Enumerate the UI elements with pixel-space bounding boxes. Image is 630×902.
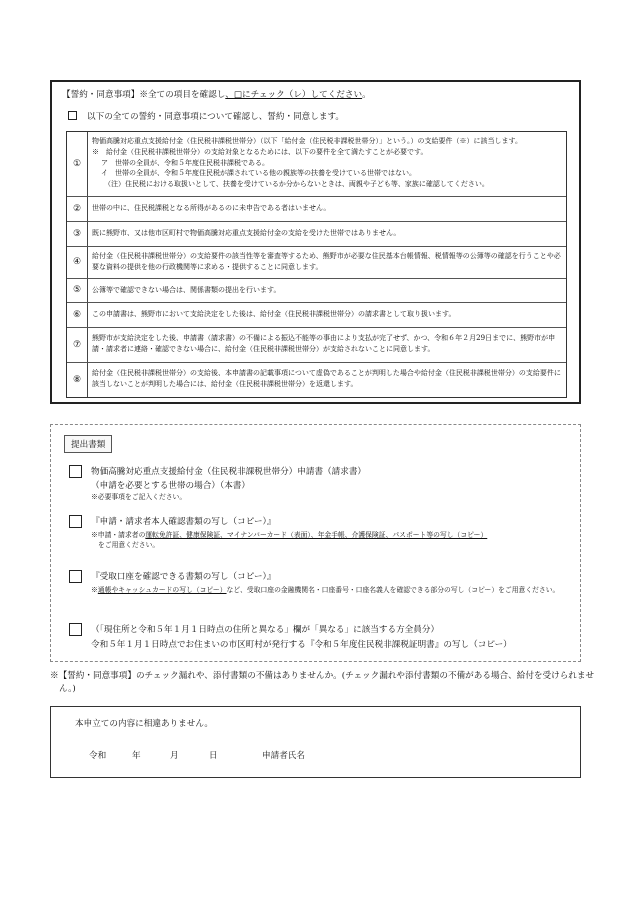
documents-label: 提出書類 bbox=[64, 435, 112, 453]
pledge-item-number: ② bbox=[72, 203, 82, 214]
document-title: 『受取口座を確認できる書類の写し（コピー）』 bbox=[91, 572, 276, 582]
date-month-label: 月 bbox=[170, 751, 179, 761]
date-era-label: 令和 bbox=[89, 751, 107, 761]
date-year-label: 年 bbox=[132, 751, 141, 761]
pledge-item-2: ② 世帯の中に、住民税課税となる所得があるのに未申告である者はいません。 bbox=[67, 196, 566, 222]
document-checkbox-4[interactable] bbox=[69, 623, 82, 636]
pledge-header: 【誓約・同意事項】※全ての項目を確認し、□にチェック（レ）してください。 bbox=[62, 90, 371, 100]
pledge-item-number: ⑥ bbox=[72, 309, 82, 320]
pledge-item-4: ④ 給付金（住民税非課税世帯分）の支給要件の該当性等を審査等するため、熊野市が必要な住民基本台帳情報、税情報等の公簿等の確認を行うことや必要な資料の提供を他の行政機関等に求める・提供することに同意します。 bbox=[67, 246, 566, 279]
document-note: ※必要事項をご記入ください。 bbox=[91, 493, 187, 501]
pledge-item-3: ③ 既に熊野市、又は他市区町村で物価高騰対応重点支援給付金の支給を受けた世帯ではありません。 bbox=[67, 221, 566, 247]
pledge-item-number: ⑦ bbox=[72, 339, 82, 350]
pledge-item-number: ③ bbox=[72, 228, 82, 239]
pledge-item-8: ⑧ 給付金（住民税非課税世帯分）の支給後、本申請書の記載事項について虚偽であることが判明した場合や給付金（住民税非課税世帯分）の支給要件に該当しないことが判明した場合には、給付金（住民税非課税世帯分）を返還します。 bbox=[67, 362, 566, 397]
document-checkbox-2[interactable] bbox=[69, 515, 82, 528]
pledge-item-number: ④ bbox=[72, 257, 82, 267]
document-checkbox-3[interactable] bbox=[69, 570, 82, 583]
declaration-text: 本申立ての内容に相違ありません。 bbox=[75, 719, 214, 729]
document-title: 物価高騰対応重点支援給付金（住民税非課税世帯分）申請書（請求書） bbox=[91, 467, 367, 477]
declaration-section bbox=[50, 706, 581, 778]
pledge-item-7: ⑦ 熊野市が支給決定をした後、申請書（請求書）の不備による振込不能等の事由により支払が完了せず、かつ、令和６年２月29日までに、熊野市が申請・請求者に連絡・確認できない場合に、給付金（住民税非課税世帯分）が支給されないことに同意します。 bbox=[67, 327, 566, 363]
document-note: ※通帳やキャッシュカードの写し（コピー）など、受取口座の金融機関名・口座番号・口座名義人を確認できる部分の写し（コピー）をご用意ください。 bbox=[91, 586, 560, 594]
pledge-item-1: ① 物価高騰対応重点支援給付金（住民税非課税世帯分）（以下「給付金（住民税非課税世帯分）」という。）の支給要件（※）に該当します。 ※ 給付金（住民税非課税世帯分）の支給対象となるためには、以下の要件を全て満たすことが必要です。 ア 世帯の全員が、令和５年度住民税非課税である。 イ 世帯の全員が、令和５年度住民税が課されている他の親族等の扶養を受けている世帯ではない。 （注）住民税における取扱いとして、扶養を受けているか分からないときは、両親や子ども等、家族に確認してください。 bbox=[67, 132, 566, 197]
pledge-item-5: ⑤ 公簿等で確認できない場合は、関係書類の提出を行います。 bbox=[67, 278, 566, 303]
document-title: 『申請・請求者本人確認書類の写し（コピー）』 bbox=[91, 517, 276, 527]
documents-section bbox=[50, 424, 581, 662]
agree-all-label: 以下の全ての誓約・同意事項について確認し、誓約・同意します。 bbox=[87, 112, 344, 122]
date-day-label: 日 bbox=[209, 751, 218, 761]
checklist-footnote: ※【誓約・同意事項】のチェック漏れや、添付書類の不備はありませんか。(チェック漏れや添付書類の不備がある場合、給付を受けられません。) bbox=[50, 671, 595, 694]
pledge-item-number: ① bbox=[72, 159, 82, 169]
pledge-item-number: ⑤ bbox=[72, 285, 82, 295]
agree-all-row bbox=[68, 110, 344, 122]
applicant-name-label: 申請者氏名 bbox=[262, 751, 305, 761]
document-title: （「現住所と令和５年１月１日時点の住所と異なる」欄が「異なる」に該当する方全員分） bbox=[91, 625, 440, 635]
document-subtitle: （申請を必要とする世帯の場合）（本書） bbox=[91, 481, 250, 491]
agree-all-checkbox[interactable] bbox=[68, 111, 77, 120]
pledge-items-table bbox=[66, 131, 567, 398]
pledge-item-6: ⑥ この申請書は、熊野市において支給決定をした後は、給付金（住民税非課税世帯分）の請求書として取り扱います。 bbox=[67, 302, 566, 328]
document-note: ※申請・請求者の運転免許証、健康保険証、マイナンバーカード（表面）、年金手帳、介護保険証、パスポート等の写し（コピー） をご用意ください。 bbox=[91, 531, 488, 549]
document-checkbox-1[interactable] bbox=[69, 465, 82, 478]
pledge-item-number: ⑧ bbox=[72, 374, 82, 385]
pledge-section bbox=[50, 80, 581, 404]
document-subtitle: 令和５年１月１日時点でお住まいの市区町村が発行する『令和５年度住民税非課税証明書』の写し（コピー） bbox=[91, 640, 512, 650]
